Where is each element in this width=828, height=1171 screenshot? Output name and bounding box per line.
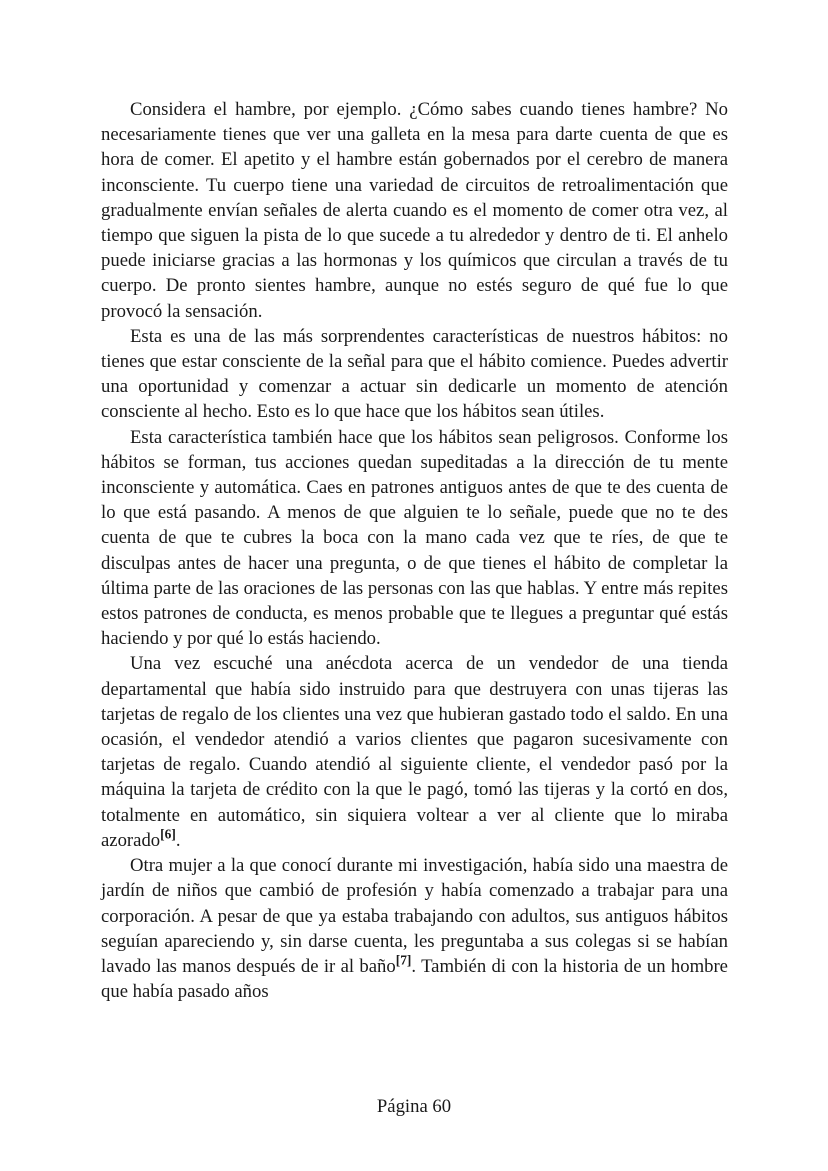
paragraph-text-end: . También di con la historia de un hombre que había pasado años	[101, 955, 728, 1003]
paragraph-text: Otra mujer a la que conocí durante mi investigación, había sido una maestra de jardín de niños que cambió de profesión y había comenzado a trabajar para una corporación. A pesar de que ya estaba trabajando con adultos, sus antiguos hábitos seguían apareciendo y, sin darse cuenta, les preguntaba a sus colegas si se habían lavado las manos después de ir al baño	[101, 855, 728, 977]
paragraph-text: Considera el hambre, por ejemplo. ¿Cómo sabes cuando tienes hambre? No necesariamente tienes que ver una galleta en la mesa para darte cuenta de que es hora de comer. El apetito y el hambre están gobernados por el cerebro de manera inconsciente. Tu cuerpo tiene una variedad de circuitos de retroalimentación que gradualmente envían señales de alerta cuando es el momento de comer otra vez, al tiempo que siguen la pista de lo que sucede a tu alrededor y dentro de ti. El anhelo puede iniciarse gracias a las hormonas y los químicos que circulan a través de tu cuerpo. De pronto sientes hambre, aunque no estés seguro de qué fue lo que provocó la sensación.	[101, 99, 728, 322]
footnote-reference-7[interactable]: [7]	[395, 952, 412, 968]
page-number: Página 60	[376, 1096, 452, 1117]
paragraph-hunger	[101, 97, 728, 324]
body-text	[101, 97, 728, 1004]
paragraph-text: Esta característica también hace que los hábitos sean peligrosos. Conforme los hábitos se forman, tus acciones quedan supeditadas a la dirección de tu mente inconsciente y automática. Caes en patrones antiguos antes de que te des cuenta de lo que está pasando. A menos de que alguien te lo señale, puede que no te des cuenta de que te cubres la boca con la mano cada vez que te ríes, de que te disculpas antes de hacer una pregunta, o de que tienes el hábito de completar la última parte de las oraciones de las personas con las que hablas. Y entre más repites estos patrones de conducta, es menos probable que te llegues a preguntar qué estás haciendo y por qué lo estás haciendo.	[101, 426, 728, 650]
paragraph-text-end: .	[175, 829, 181, 851]
footnote-reference-6[interactable]: [6]	[160, 826, 176, 842]
paragraph-cue	[101, 324, 728, 425]
paragraph-text: Esta es una de las más sorprendentes características de nuestros hábitos: no tienes que estar consciente de la señal para que el hábito comience. Puedes advertir una oportunidad y comenzar a actuar sin dedicarle un momento de atención consciente al hecho. Esto es lo que hace que los hábitos sean útiles.	[101, 325, 728, 423]
paragraph-teacher	[101, 853, 728, 1004]
paragraph-text: Una vez escuché una anécdota acerca de un vendedor de una tienda departamental que había sido instruido para que destruyera con unas tijeras las tarjetas de regalo de los clientes una vez que hubieran gastado todo el saldo. En una ocasión, el vendedor atendió a varios clientes que pagaron sucesivamente con tarjetas de regalo. Cuando atendió al siguiente cliente, el vendedor pasó por la máquina la tarjeta de crédito con la que le pagó, tomó las tijeras y la cortó en dos, totalmente en automático, sin siquiera voltear a ver al cliente que lo miraba azorado	[101, 653, 728, 851]
paragraph-danger	[101, 425, 728, 652]
paragraph-salesman	[101, 651, 728, 853]
